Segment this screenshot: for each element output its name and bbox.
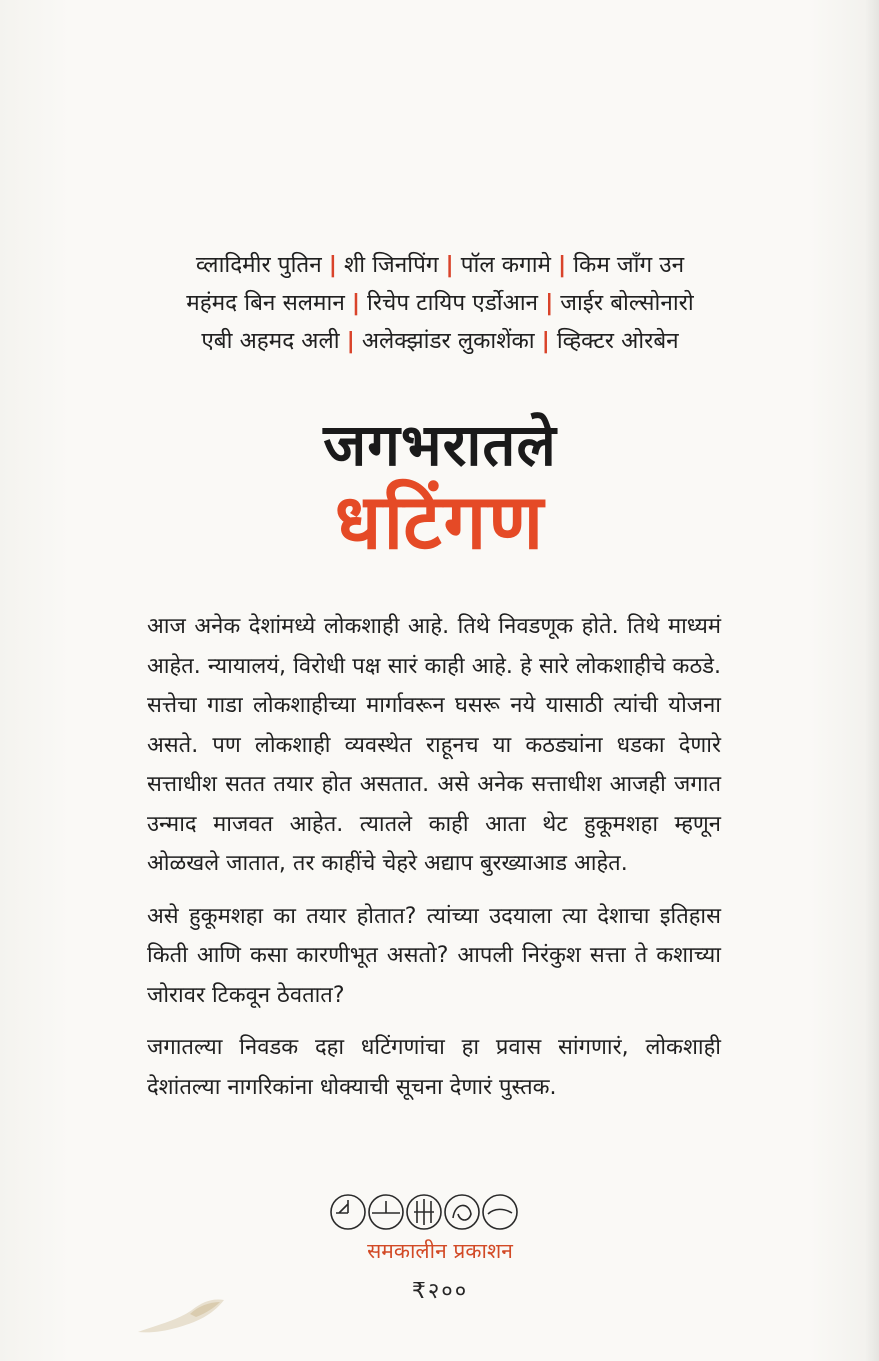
name-salman: महंमद बिन सलमान bbox=[186, 290, 345, 316]
name-kim: किम जाँग उन bbox=[573, 252, 685, 278]
book-title bbox=[200, 410, 680, 564]
name-separator: | bbox=[545, 290, 554, 316]
price-label: ₹२०० bbox=[411, 1279, 469, 1304]
publisher-logo-icon bbox=[328, 1192, 556, 1232]
blurb-paragraph-2: असे हुकूमशहा का तयार होतात? त्यांच्या उदयाला त्या देशाचा इतिहास किती आणि कसा कारणीभूत असतो? आपली निरंकुश सत्ता ते कशाच्या जोरावर टिकवून ठेवतात? bbox=[147, 903, 721, 1008]
name-separator: | bbox=[558, 252, 567, 278]
title-line-2: धटिंगण bbox=[334, 477, 546, 566]
name-separator: | bbox=[328, 252, 337, 278]
samakaleen-logo-icon bbox=[328, 1192, 556, 1232]
name-separator: | bbox=[541, 328, 550, 354]
title-line-1: जगभरातले bbox=[323, 411, 557, 479]
name-kagame: पॉल कगामे bbox=[460, 252, 551, 278]
name-putin: व्लादिमीर पुतिन bbox=[195, 252, 322, 278]
blurb-paragraph-1: आज अनेक देशांमध्ये लोकशाही आहे. तिथे निवडणूक होते. तिथे माध्यमं आहेत. न्यायालयं, विरोधी पक्ष सारं काही आहे. हे सारे लोकशाहीचे कठडे. सत्तेचा गाडा लोकशाहीच्या मार्गावरून घसरू नये यासाठी त्यांची योजना असते. पण लोकशाही व्यवस्थेत राहूनच या कठड्यांना धडका देणारे सत्ताधीश सतत तयार होत असतात. असे अनेक सत्ताधीश आजही जगात उन्माद माजवत आहेत. त्यातले काही आता थेट हुकूमशहा म्हणून ओळखले जातात, तर काहींचे चेहरे अद्याप बुरख्याआड आहेत. bbox=[147, 614, 721, 876]
page-edge-shadow bbox=[865, 0, 879, 1361]
dictator-names bbox=[100, 246, 780, 360]
publisher-name: समकालीन प्रकाशन bbox=[367, 1239, 513, 1263]
name-separator: | bbox=[346, 328, 355, 354]
blurb-paragraph-3: जगातल्या निवडक दहा धटिंगणांचा हा प्रवास सांगणारं, लोकशाही देशांतल्या नागरिकांना धोक्याची सूचना देणारं पुस्तक. bbox=[147, 1035, 721, 1100]
name-abiy: एबी अहमद अली bbox=[201, 328, 340, 354]
name-erdogan: रिचेप टायिप एर्डोआन bbox=[367, 290, 539, 316]
blurb bbox=[147, 607, 721, 1120]
name-orban: व्हिक्टर ओरबेन bbox=[556, 328, 679, 354]
paper-smudge bbox=[130, 1280, 230, 1340]
names-line-1 bbox=[100, 246, 780, 284]
name-separator: | bbox=[351, 290, 361, 316]
name-bolsonaro: जाईर बोल्सोनारो bbox=[560, 290, 694, 316]
names-line-2 bbox=[100, 284, 780, 322]
name-xi: शी जिनपिंग bbox=[343, 252, 439, 278]
name-separator: | bbox=[445, 252, 454, 278]
names-line-3 bbox=[100, 322, 780, 360]
name-lukashenko: अलेक्झांडर लुकाशेंका bbox=[361, 328, 535, 354]
